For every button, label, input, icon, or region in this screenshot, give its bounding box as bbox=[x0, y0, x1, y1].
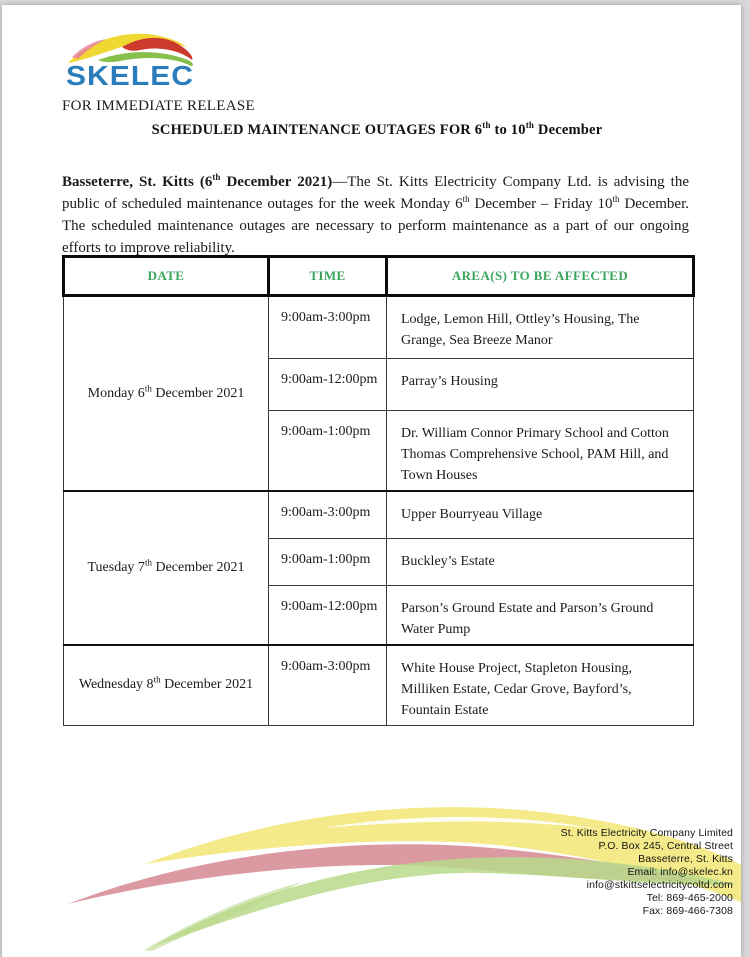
area-cell: White House Project, Stapleton Housing, Milliken Estate, Cedar Grove, Bayford’s, Fountain Estate bbox=[387, 645, 694, 726]
area-cell: Parray’s Housing bbox=[387, 359, 694, 411]
intro-body-text: December. The scheduled maintenance outages are necessary to perform maintenance as a part of our ongoing efforts to improve reliability. bbox=[62, 196, 689, 256]
area-cell: Dr. William Connor Primary School and Cotton Thomas Comprehensive School, PAM Hill, and Town Houses bbox=[387, 411, 694, 492]
area-cell: Upper Bourryeau Village bbox=[387, 491, 694, 538]
intro-dateline-text: Basseterre, St. Kitts (6 bbox=[62, 174, 213, 190]
intro-paragraph bbox=[62, 171, 689, 259]
area-cell: Lodge, Lemon Hill, Ottley’s Housing, The Grange, Sea Breeze Manor bbox=[387, 296, 694, 359]
column-header-date: DATE bbox=[64, 257, 269, 296]
date-text: Wednesday 8 bbox=[78, 677, 154, 692]
intro-body-text: —The St. Kitts Electricity Company Ltd. is advising the public of scheduled maintenance outages for the week Monday 6 bbox=[62, 174, 689, 212]
area-cell: Parson’s Ground Estate and Parson’s Ground Water Pump bbox=[387, 585, 694, 645]
date-text: Tuesday 7 bbox=[87, 559, 145, 575]
date-text: December 2021 bbox=[160, 677, 254, 692]
date-superscript: th bbox=[144, 382, 152, 393]
table-header-row bbox=[64, 257, 694, 296]
outage-schedule-table bbox=[62, 255, 695, 726]
date-cell-tuesday bbox=[64, 491, 269, 645]
skelec-logo-graphic bbox=[60, 27, 212, 93]
title-text: SCHEDULED MAINTENANCE OUTAGES FOR 6 bbox=[151, 122, 483, 138]
skelec-logo bbox=[60, 27, 212, 93]
intro-body-text: December – Friday 10 bbox=[469, 196, 613, 212]
table-row bbox=[64, 296, 694, 359]
intro-dateline bbox=[62, 174, 332, 190]
time-cell: 9:00am-3:00pm bbox=[269, 645, 387, 726]
title-text: December bbox=[534, 122, 603, 138]
intro-superscript: th bbox=[462, 194, 470, 204]
date-text: December 2021 bbox=[151, 385, 245, 401]
footer-phone-line: Tel: 869-465-2000 bbox=[646, 892, 733, 904]
page-title bbox=[62, 122, 692, 139]
time-cell: 9:00am-1:00pm bbox=[269, 411, 387, 492]
footer-wave-green-tail bbox=[144, 882, 302, 951]
release-label: FOR IMMEDIATE RELEASE bbox=[62, 98, 255, 114]
intro-superscript: th bbox=[212, 172, 221, 182]
title-superscript: th bbox=[482, 120, 491, 131]
date-superscript: th bbox=[153, 674, 161, 685]
area-cell: Buckley’s Estate bbox=[387, 538, 694, 585]
footer-email-line: info@stkittselectricitycoltd.com bbox=[586, 879, 733, 891]
column-header-time: TIME bbox=[269, 257, 387, 296]
table-row bbox=[64, 491, 694, 538]
date-cell-wednesday bbox=[64, 645, 269, 726]
footer-address-line: P.O. Box 245, Central Street bbox=[598, 840, 733, 852]
intro-superscript: th bbox=[612, 194, 620, 204]
date-cell-monday bbox=[64, 296, 269, 492]
date-text: December 2021 bbox=[151, 559, 245, 575]
logo-wordmark: SKELEC bbox=[66, 60, 194, 91]
time-cell: 9:00am-12:00pm bbox=[269, 585, 387, 645]
date-text: Monday 6 bbox=[87, 385, 145, 401]
footer-company-name: St. Kitts Electricity Company Limited bbox=[560, 827, 733, 839]
footer-address-line: Basseterre, St. Kitts bbox=[638, 853, 733, 865]
footer-fax-line: Fax: 869-466-7308 bbox=[642, 905, 733, 917]
document-page bbox=[2, 5, 741, 957]
footer-contact-block bbox=[413, 827, 733, 918]
table-row bbox=[64, 645, 694, 726]
title-text: to 10 bbox=[490, 122, 526, 138]
column-header-area: AREA(S) TO BE AFFECTED bbox=[387, 257, 694, 296]
intro-dateline-text: December 2021) bbox=[220, 174, 333, 190]
time-cell: 9:00am-12:00pm bbox=[269, 359, 387, 411]
time-cell: 9:00am-3:00pm bbox=[269, 491, 387, 538]
time-cell: 9:00am-1:00pm bbox=[269, 538, 387, 585]
title-superscript: th bbox=[525, 120, 535, 131]
time-cell: 9:00am-3:00pm bbox=[269, 296, 387, 359]
footer-email-line: Email: info@skelec.kn bbox=[627, 866, 733, 878]
date-superscript: th bbox=[144, 557, 152, 568]
